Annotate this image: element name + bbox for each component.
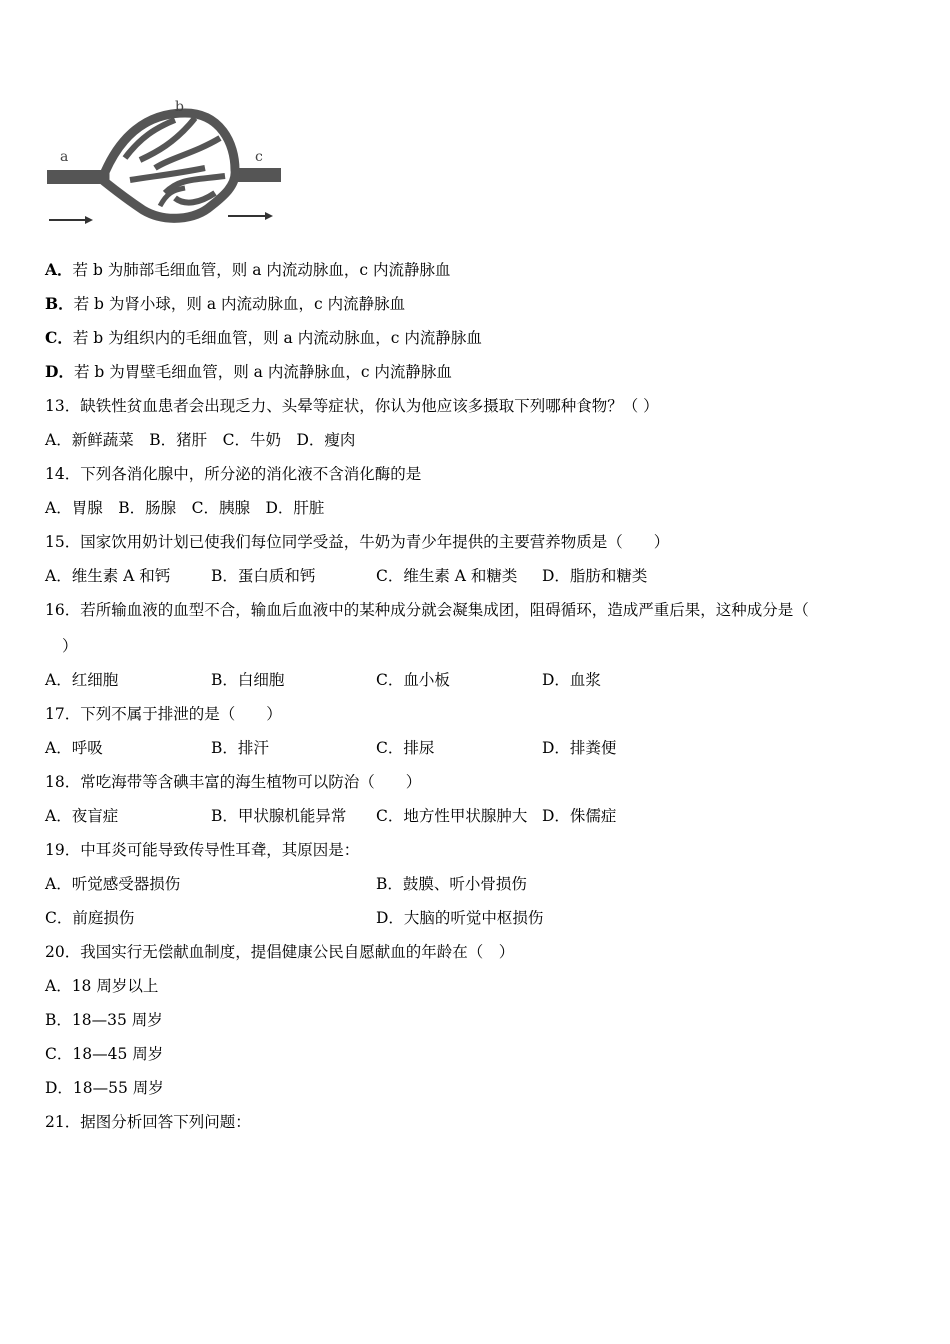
q12-option-c: C．若 b 为组织内的毛细血管，则 a 内流动脉血，c 内流静脉血 (45, 328, 482, 347)
q19-option-d: D．大脑的听觉中枢损伤 (376, 909, 544, 927)
q14-stem: 14．下列各消化腺中，所分泌的消化液不含消化酶的是 (45, 465, 422, 483)
q17-stem: 17．下列不属于排泄的是（ ） (45, 705, 282, 723)
q17-option-c: C．排尿 (376, 739, 435, 757)
q16-option-b: B．白细胞 (211, 671, 285, 689)
q15-option-c: C．维生素 A 和糖类 (376, 567, 518, 585)
q16-option-a: A．红细胞 (45, 671, 119, 689)
q16-stem-line1: 16．若所输血液的血型不合，输血后血液中的某种成分就会凝集成团，阻碍循环，造成严重后果，这种成分是（ (45, 601, 809, 619)
q12-option-a: A．若 b 为肺部毛细血管，则 a 内流动脉血，c 内流静脉血 (45, 260, 451, 279)
q19-option-b: B．鼓膜、听小骨损伤 (376, 875, 527, 893)
q14-options: A．胃腺 B．肠腺 C．胰腺 D．肝脏 (45, 499, 325, 517)
label-a: a (60, 149, 69, 165)
blood-vessel-diagram (45, 98, 285, 243)
q18-option-a: A．夜盲症 (45, 807, 119, 825)
q18-option-d: D．侏儒症 (542, 807, 617, 825)
q13-stem: 13．缺铁性贫血患者会出现乏力、头晕等症状，你认为他应该多摄取下列哪种食物？（ ） (45, 397, 659, 415)
q17-option-b: B．排汗 (211, 739, 269, 757)
q20-option-b: B．18—35 周岁 (45, 1011, 163, 1029)
q12-option-b: B．若 b 为肾小球，则 a 内流动脉血，c 内流静脉血 (45, 294, 406, 313)
q16-option-c: C．血小板 (376, 671, 450, 689)
q15-option-d: D．脂肪和糖类 (542, 567, 648, 585)
q12-option-d: D．若 b 为胃壁毛细血管，则 a 内流静脉血，c 内流静脉血 (45, 362, 452, 381)
q20-option-a: A．18 周岁以上 (45, 977, 159, 995)
q15-option-b: B．蛋白质和钙 (211, 567, 316, 585)
label-b: b (175, 99, 184, 115)
q17-option-a: A．呼吸 (45, 739, 103, 757)
label-c: c (255, 149, 263, 165)
q17-option-d: D．排粪便 (542, 739, 617, 757)
blood-vessel-network-icon (45, 98, 285, 243)
q16-option-d: D．血浆 (542, 671, 601, 689)
q20-option-d: D．18—55 周岁 (45, 1079, 164, 1097)
q20-stem: 20．我国实行无偿献血制度，提倡健康公民自愿献血的年龄在（ ） (45, 943, 515, 961)
q19-option-a: A．听觉感受器损伤 (45, 875, 181, 893)
q20-option-c: C．18—45 周岁 (45, 1045, 164, 1063)
q15-stem: 15．国家饮用奶计划已使我们每位同学受益，牛奶为青少年提供的主要营养物质是（ ） (45, 533, 670, 551)
q13-options: A．新鲜蔬菜 B．猪肝 C．牛奶 D．瘦肉 (45, 431, 356, 449)
q16-stem-line2: ） (62, 637, 78, 655)
q18-option-c: C．地方性甲状腺肿大 (376, 807, 528, 825)
q19-option-c: C．前庭损伤 (45, 909, 135, 927)
q15-option-a: A．维生素 A 和钙 (45, 567, 171, 585)
q18-stem: 18．常吃海带等含碘丰富的海生植物可以防治（ ） (45, 773, 422, 791)
q19-stem: 19．中耳炎可能导致传导性耳聋，其原因是： (45, 841, 360, 859)
q21-stem: 21．据图分析回答下列问题： (45, 1113, 251, 1131)
q18-option-b: B．甲状腺机能异常 (211, 807, 347, 825)
